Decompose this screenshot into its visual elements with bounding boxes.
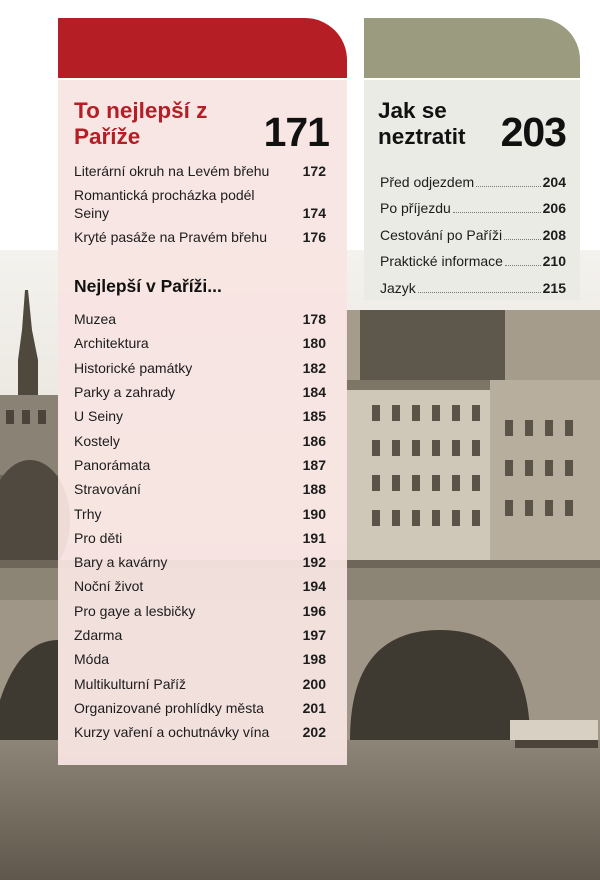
leader-dots [505,265,541,266]
toc-item[interactable] [74,380,326,404]
toc-item[interactable] [74,477,326,501]
toc-item-label: U Seiny [74,408,124,425]
left-contents-panel [58,80,347,765]
toc-item-label: Bary a kavárny [74,554,168,571]
toc-item[interactable] [74,501,326,525]
toc-item[interactable] [74,696,326,720]
toc-item-page: 210 [542,253,566,269]
toc-item-page: 186 [302,432,326,449]
toc-item[interactable] [74,623,326,647]
toc-item-label: Před odjezdem [380,173,475,190]
leader-dots [476,186,540,187]
toc-item[interactable] [74,162,326,180]
toc-item-label: Literární okruh na Levém břehu [74,163,270,179]
toc-item[interactable] [74,720,326,744]
toc-item-label: Praktické informace [380,253,503,269]
left-tab-header [58,18,347,78]
toc-item-label: Móda [74,651,110,668]
toc-item-label: Pro děti [74,529,123,546]
toc-item-page: 201 [302,699,326,716]
section-title-text: To nejlepší z Paříže [74,98,208,149]
toc-item-page: 185 [302,408,326,425]
toc-item-label: Architektura [74,335,149,352]
section-title-getting-around: Jak se neztratit [378,98,466,149]
toc-item-page: 197 [302,627,326,643]
toc-item-page: 187 [302,456,326,473]
toc-item-page: 182 [302,359,326,376]
toc-item[interactable] [74,453,326,477]
toc-item[interactable] [74,671,326,695]
toc-item[interactable] [380,164,566,191]
toc-item-page: 178 [302,311,326,328]
toc-item-page: 194 [302,578,326,595]
toc-item-label: Cestování po Paříži [380,226,503,243]
toc-item-label: Kostely [74,432,120,449]
toc-item[interactable] [380,191,566,218]
getting-around-list [380,164,566,297]
toc-item[interactable] [74,404,326,428]
leader-dots [453,212,541,213]
toc-item-label: Historické památky [74,359,193,376]
toc-item-page: 206 [542,200,566,216]
toc-item-page: 198 [302,651,326,668]
section-page-number: 203 [500,109,566,155]
toc-item-label: Romantická procházka podél Seiny [74,187,255,221]
toc-item-label: Noční život [74,578,144,595]
toc-item[interactable] [74,574,326,598]
toc-item-label: Organizované prohlídky města [74,699,264,716]
toc-item-page: 191 [302,529,326,546]
toc-item-label: Po příjezdu [380,200,451,216]
best-in-paris-list [74,307,326,744]
toc-item-label: Jazyk [380,279,416,296]
toc-item[interactable] [74,356,326,380]
toc-item[interactable] [74,428,326,452]
toc-item-label: Pro gaye a lesbičky [74,602,196,619]
toc-item-page: 200 [302,675,326,692]
toc-item-page: 184 [302,384,326,401]
toc-item[interactable] [74,331,326,355]
toc-item-label: Stravování [74,481,141,498]
toc-item[interactable] [380,270,566,297]
toc-item-label: Zdarma [74,627,123,643]
toc-item-label: Parky a zahrady [74,384,176,401]
toc-item-page: 188 [302,481,326,498]
best-in-paris-heading: Nejlepší v Paříži... [74,276,222,296]
toc-item-page: 204 [542,173,566,190]
toc-item[interactable] [74,307,326,331]
toc-item-label: Trhy [74,505,102,522]
toc-item-page: 215 [542,279,566,296]
toc-item[interactable] [74,647,326,671]
toc-item-page: 176 [302,229,326,245]
toc-item-page: 174 [302,205,326,221]
intro-toc-list [74,162,326,252]
right-contents-panel [364,80,580,300]
toc-item-label: Panorámata [74,456,151,473]
toc-item[interactable] [74,228,326,246]
toc-item-page: 202 [302,724,326,741]
toc-item-page: 172 [302,163,326,179]
toc-item[interactable] [74,599,326,623]
toc-item[interactable] [380,244,566,271]
toc-item-label: Muzea [74,311,117,328]
toc-item-page: 208 [542,226,566,243]
toc-item-page: 196 [302,602,326,619]
leader-dots [418,292,541,293]
toc-item[interactable] [74,550,326,574]
toc-item-label: Multikulturní Paříž [74,675,187,692]
toc-item[interactable] [380,217,566,244]
section-title-best-of-paris [74,98,244,150]
leader-dots [504,239,540,240]
toc-item-page: 190 [302,505,326,522]
toc-item-label: Kryté pasáže na Pravém břehu [74,229,267,245]
toc-item-page: 180 [302,335,326,352]
toc-item[interactable] [74,526,326,550]
right-tab-header [364,18,580,78]
section-page-number: 171 [263,109,329,155]
toc-item[interactable] [74,186,326,222]
toc-item-page: 192 [302,554,326,571]
toc-item-label: Kurzy vaření a ochutnávky vína [74,724,270,741]
